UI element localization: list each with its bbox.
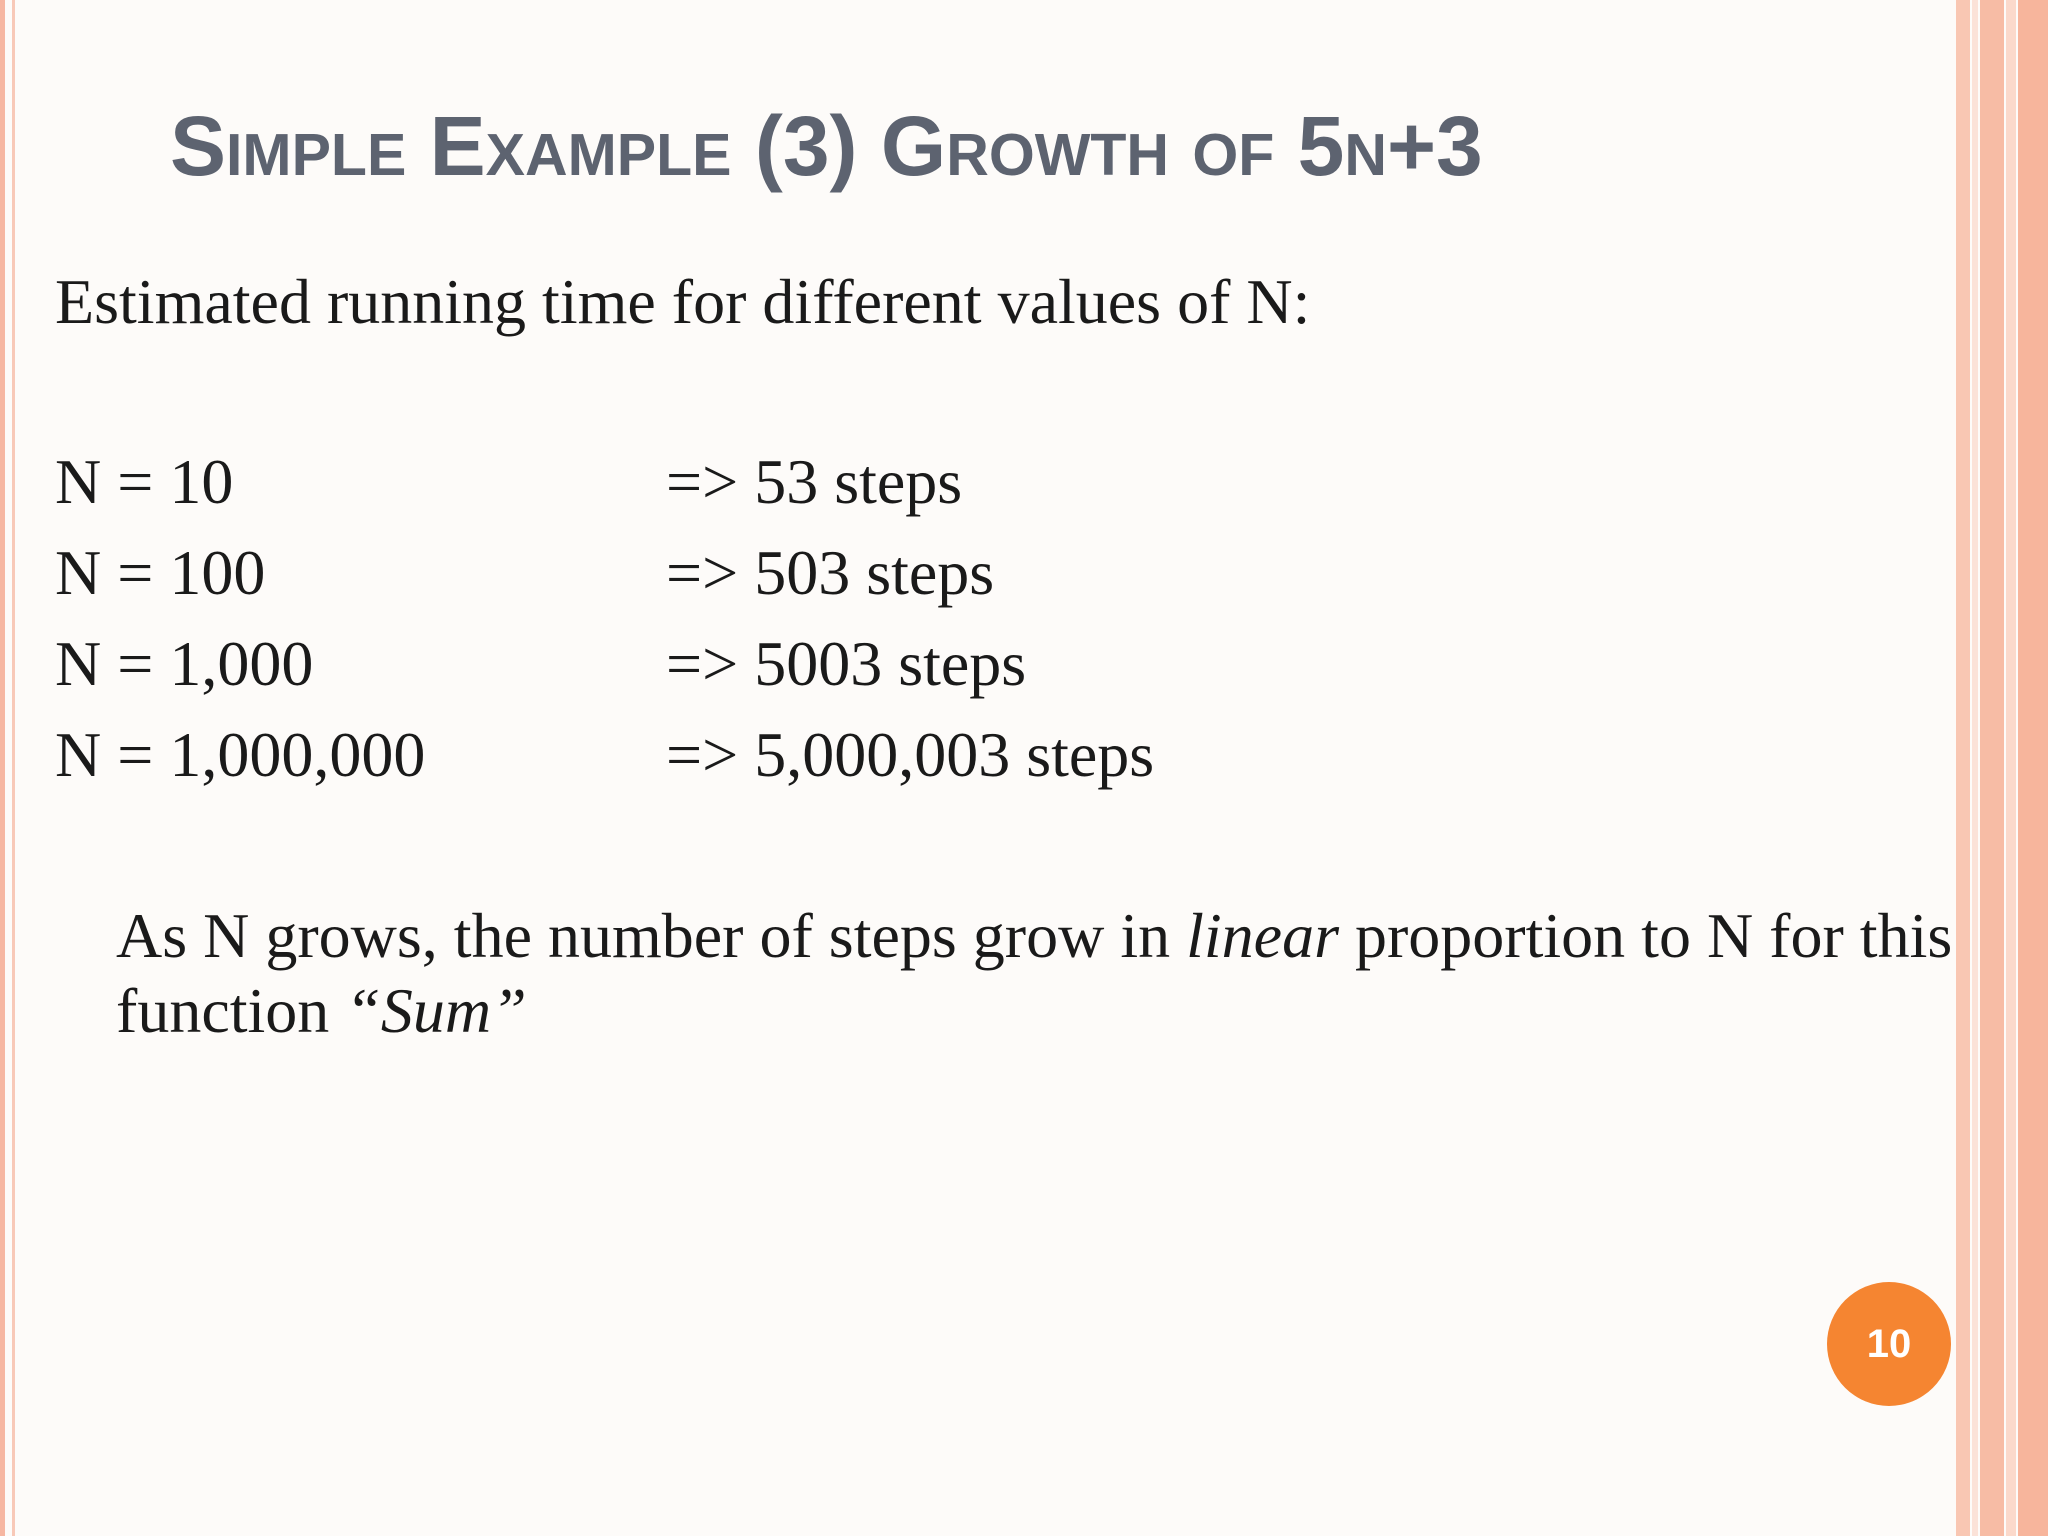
right-border-stripe (1972, 0, 1978, 1536)
right-border-stripe (1980, 0, 2004, 1536)
conclusion-before: As N grows, the number of steps grow in (116, 900, 1187, 971)
page-number-badge: 10 (1827, 1282, 1951, 1406)
intro-text: Estimated running time for different values of N: (55, 266, 1311, 337)
right-border-stripe (2006, 0, 2016, 1536)
conclusion-middle: proportion to N for this function (116, 900, 1953, 1046)
n-value: N = 1,000,000 (55, 719, 426, 790)
steps-row (55, 624, 1355, 715)
left-border-stripe (0, 0, 5, 1536)
steps-value: => 53 steps (666, 446, 963, 517)
steps-value: => 5003 steps (666, 628, 1027, 699)
right-border-stripe (2018, 0, 2048, 1536)
right-border-stripe (1956, 0, 1970, 1536)
left-border-stripe (12, 0, 15, 1536)
steps-value: => 503 steps (666, 537, 995, 608)
slide-title: Simple Example (3) Growth of 5n+3 (170, 99, 1483, 193)
steps-row (55, 442, 1355, 533)
conclusion-text (116, 898, 1976, 1048)
n-value: N = 1,000 (55, 628, 314, 699)
steps-row (55, 533, 1355, 624)
steps-table (55, 442, 1355, 806)
n-value: N = 10 (55, 446, 234, 517)
conclusion-emphasis: linear (1186, 900, 1339, 971)
function-name: “Sum” (345, 975, 527, 1046)
n-value: N = 100 (55, 537, 266, 608)
steps-value: => 5,000,003 steps (666, 719, 1155, 790)
steps-row (55, 715, 1355, 806)
